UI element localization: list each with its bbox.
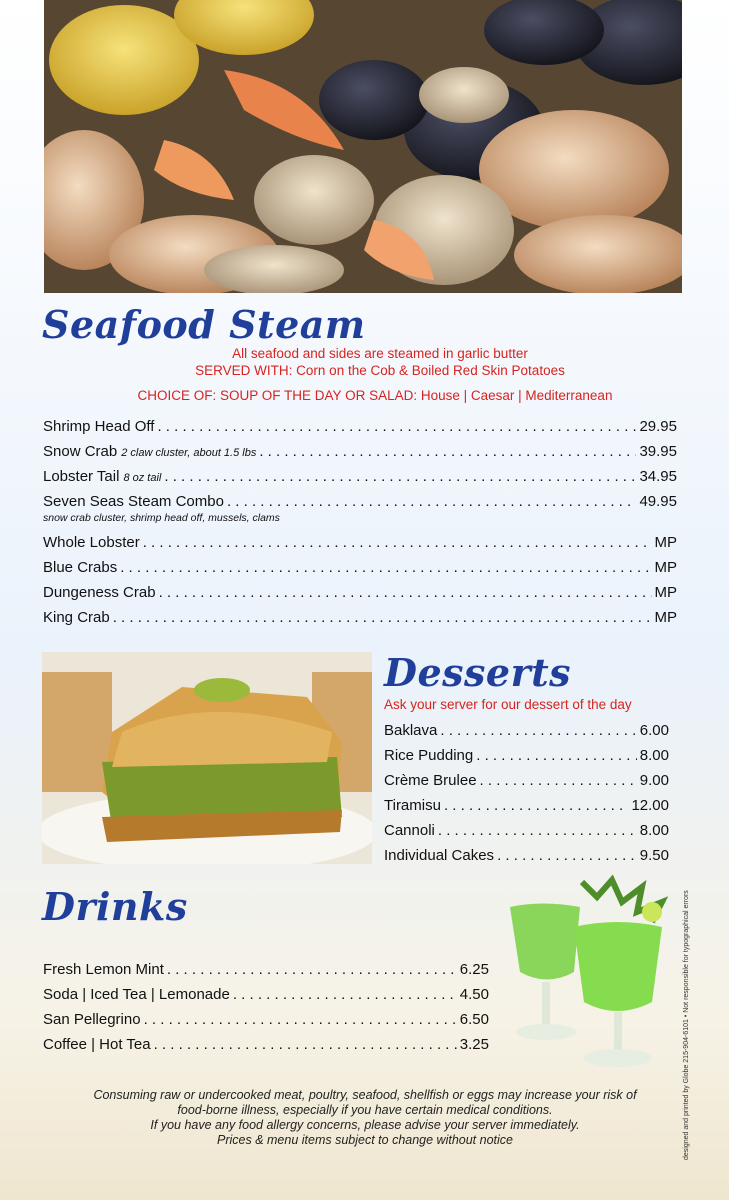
item-name: Fresh Lemon Mint [43, 961, 164, 978]
item-price: 8.00 [639, 822, 669, 839]
item-price: 4.50 [459, 986, 489, 1003]
desserts-heading: Desserts [384, 650, 572, 695]
item-name: Crème Brulee [384, 772, 477, 789]
menu-row [384, 847, 669, 864]
item-price: 6.00 [639, 722, 669, 739]
disclaimer-line: food-borne illness, especially if you have certain medical conditions. [177, 1103, 553, 1117]
lemon-mint-drinks-photo [502, 872, 674, 1072]
leader-dots [113, 609, 652, 626]
item-name: Coffee | Hot Tea [43, 1036, 151, 1053]
item-price: MP [654, 559, 677, 576]
seafood-steam-heading: Seafood Steam [42, 302, 366, 347]
item-price: 12.00 [631, 797, 669, 814]
item-note: 2 claw cluster, about 1.5 lbs [121, 447, 257, 459]
item-price: 8.00 [639, 747, 669, 764]
item-price: MP [654, 584, 677, 601]
menu-row [384, 822, 669, 839]
item-price: 3.25 [459, 1036, 489, 1053]
desserts-subheading: Ask your server for our dessert of the day [384, 697, 632, 712]
seafood-choice-of: CHOICE OF: SOUP OF THE DAY OR SALAD: House | Caesar | Mediterranean [137, 388, 613, 403]
menu-row [43, 418, 677, 435]
leader-dots [497, 847, 637, 864]
leader-dots [444, 797, 629, 814]
seafood-steam-photo [44, 0, 682, 293]
leader-dots [120, 559, 651, 576]
item-name: Whole Lobster [43, 534, 140, 551]
leader-dots [154, 1036, 457, 1053]
item-price: 9.50 [639, 847, 669, 864]
menu-row [43, 534, 677, 551]
menu-row [384, 772, 669, 789]
seafood-served-with: SERVED WITH: Corn on the Cob & Boiled Red Skin Potatoes [195, 363, 565, 378]
item-name: Shrimp Head Off [43, 418, 155, 435]
menu-row [43, 1036, 489, 1053]
item-name: Dungeness Crab [43, 584, 156, 601]
green-drinks-image [502, 872, 674, 1072]
menu-row [43, 493, 677, 510]
leader-dots [259, 443, 636, 460]
seafood-boil-image [44, 0, 682, 293]
item-name: Baklava [384, 722, 438, 739]
leader-dots [233, 986, 457, 1003]
leader-dots [164, 468, 636, 485]
seafood-steam-description: All seafood and sides are steamed in garlic butter [232, 346, 528, 361]
item-price: MP [654, 534, 677, 551]
disclaimer-line: If you have any food allergy concerns, please advise your server immediately. [150, 1118, 580, 1132]
leader-dots [480, 772, 637, 789]
baklava-image [42, 652, 372, 864]
menu-row [384, 747, 669, 764]
leader-dots [440, 722, 636, 739]
menu-row [43, 443, 677, 460]
item-name: San Pellegrino [43, 1011, 141, 1028]
leader-dots [227, 493, 637, 510]
item-name: Lobster Tail [43, 468, 120, 485]
leader-dots [143, 534, 652, 551]
menu-row [43, 1011, 489, 1028]
item-price: 39.95 [639, 443, 677, 460]
item-name: Rice Pudding [384, 747, 474, 764]
item-note: 8 oz tail [123, 472, 162, 484]
menu-row [43, 961, 489, 978]
item-name: Cannoli [384, 822, 435, 839]
item-price: MP [654, 609, 677, 626]
item-price: 9.00 [639, 772, 669, 789]
item-name: Snow Crab [43, 443, 118, 460]
item-name: Seven Seas Steam Combo [43, 493, 224, 510]
item-price: 29.95 [639, 418, 677, 435]
item-price: 34.95 [639, 468, 677, 485]
menu-row [384, 722, 669, 739]
item-price: 6.25 [459, 961, 489, 978]
printer-credit: designed and printed by Globe 215-904-6101 • Not responsible for typographical errors [683, 890, 690, 1160]
item-name: Individual Cakes [384, 847, 495, 864]
disclaimer-line: Prices & menu items subject to change without notice [217, 1133, 513, 1147]
item-name: Blue Crabs [43, 559, 118, 576]
item-name: King Crab [43, 609, 110, 626]
baklava-photo [42, 652, 372, 864]
drinks-heading: Drinks [42, 884, 188, 929]
leader-dots [144, 1011, 457, 1028]
menu-row [43, 609, 677, 626]
item-name: Soda | Iced Tea | Lemonade [43, 986, 230, 1003]
disclaimer-line: Consuming raw or undercooked meat, poultry, seafood, shellfish or eggs may increase your risk of [93, 1088, 637, 1102]
leader-dots [438, 822, 637, 839]
leader-dots [157, 418, 636, 435]
menu-row [384, 797, 669, 814]
food-safety-disclaimer [40, 1088, 690, 1148]
menu-row [43, 559, 677, 576]
menu-row [43, 468, 677, 485]
menu-row [43, 584, 677, 601]
item-price: 49.95 [639, 493, 677, 510]
leader-dots [476, 747, 637, 764]
item-name: Tiramisu [384, 797, 441, 814]
leader-dots [167, 961, 457, 978]
menu-row [43, 986, 489, 1003]
leader-dots [159, 584, 652, 601]
item-price: 6.50 [459, 1011, 489, 1028]
combo-description: snow crab cluster, shrimp head off, mussels, clams [43, 512, 280, 524]
